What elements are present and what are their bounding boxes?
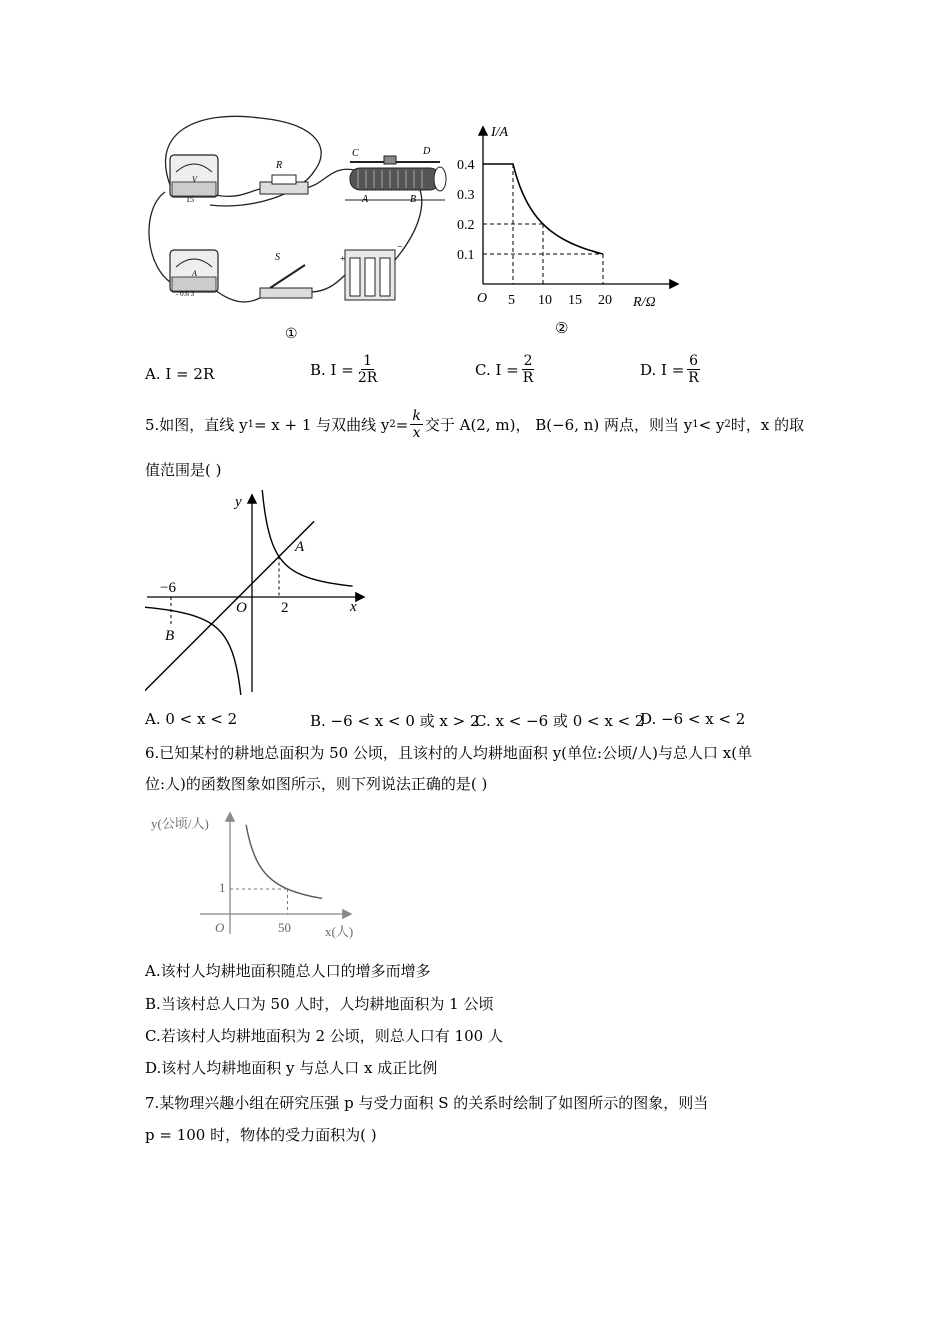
battery-plus: + xyxy=(340,254,346,265)
q4-option-a-text: A. I = 2R xyxy=(145,365,215,383)
q6-graph xyxy=(145,806,370,946)
q5-sub3: 1 xyxy=(692,418,699,430)
q4-option-c-prefix: C. I = xyxy=(475,360,519,379)
ir-caption: ② xyxy=(555,321,569,337)
ir-xlabel: R/Ω xyxy=(633,295,656,310)
q5-option-c[interactable]: C. x < −6 或 0 < x < 2 xyxy=(475,712,645,730)
q7-line2: p = 100 时，物体的受力面积为( ) xyxy=(145,1126,377,1144)
q4-option-c-num: 2 xyxy=(523,353,533,369)
switch xyxy=(260,252,312,298)
q5-point-b-label: B xyxy=(165,628,175,644)
q6-line2: 位:人)的函数图象如图所示，则下列说法正确的是( ) xyxy=(145,775,488,793)
circuit-caption: ① xyxy=(285,327,298,342)
q5-hyperbola-q3 xyxy=(145,606,241,695)
q4-option-d-den: R xyxy=(688,370,699,386)
voltmeter-scale: 15 xyxy=(186,195,194,204)
q5-text-f: 时，x 的取 xyxy=(730,415,805,434)
q6-xtick: 50 xyxy=(278,920,291,935)
q4-option-b-prefix: B. I = xyxy=(310,360,354,379)
wire-ammeter-to-switch xyxy=(215,290,265,302)
q5-graph xyxy=(145,490,370,695)
ammeter-label: A xyxy=(192,269,197,278)
q5-line-y1 xyxy=(145,521,314,695)
q4-option-b-den: 2R xyxy=(357,370,378,386)
q5-point-a-label: A xyxy=(295,539,305,555)
q5-line1 xyxy=(145,408,804,441)
q5-text-e: < y xyxy=(698,415,725,434)
ir-graph xyxy=(455,120,685,345)
circuit-figure xyxy=(140,110,460,345)
wire-meter-to-resistor xyxy=(215,188,265,196)
resistor xyxy=(260,160,308,194)
q5-sub2: 2 xyxy=(389,418,396,430)
q6-curve xyxy=(246,825,322,899)
q6-option-c[interactable]: C.若该村人均耕地面积为 2 公顷，则总人口有 100 人 xyxy=(145,1027,503,1045)
q6-option-b[interactable]: B.当该村总人口为 50 人时，人均耕地面积为 1 公顷 xyxy=(145,995,494,1013)
q5-line2: 值范围是( ) xyxy=(145,461,222,479)
q5-text-d: 交于 A(2, m)， B(−6, n) 两点，则当 y xyxy=(424,415,693,434)
rheostat xyxy=(345,146,446,205)
resistor-label: R xyxy=(276,160,283,171)
q4-option-d-num: 6 xyxy=(689,353,699,369)
q4-option-b-num: 1 xyxy=(363,353,373,369)
q5-frac-den: x xyxy=(412,425,421,441)
q5-sub4: 2 xyxy=(724,418,731,430)
ir-xtick-3: 20 xyxy=(598,293,612,308)
battery-minus: − xyxy=(397,242,403,253)
q4-option-c-den: R xyxy=(522,370,534,386)
q6-line1: 6.已知某村的耕地总面积为 50 公顷，且该村的人均耕地面积 y(单位:公顷/人)与总人口 x(单 xyxy=(145,744,753,762)
ir-xtick-0: 5 xyxy=(508,293,515,308)
rheostat-b: B xyxy=(410,194,417,205)
q5-option-a[interactable]: A. 0 < x < 2 xyxy=(145,710,238,728)
q5-frac-num: k xyxy=(412,408,421,424)
q5-two-label: 2 xyxy=(281,600,289,616)
q5-text-c: = xyxy=(395,415,409,434)
q7-line1: 7.某物理兴趣小组在研究压强 p 与受力面积 S 的关系时绘制了如图所示的图象，则当 xyxy=(145,1094,709,1112)
q5-text-a: 5.如图，直线 y xyxy=(145,415,248,434)
q5-y-label: y xyxy=(235,494,242,510)
q4-option-b[interactable] xyxy=(310,353,381,386)
q6-option-d[interactable]: D.该村人均耕地面积 y 与总人口 x 成正比例 xyxy=(145,1059,438,1077)
voltmeter-label: V xyxy=(192,175,197,184)
q5-option-b[interactable]: B. −6 < x < 0 或 x > 2 xyxy=(310,712,480,730)
q5-option-d[interactable]: D. −6 < x < 2 xyxy=(640,710,746,728)
ammeter-scale: - 0.6 3 xyxy=(176,290,195,298)
ir-ytick-0: 0.1 xyxy=(457,248,475,263)
q6-ytick: 1 xyxy=(219,880,226,895)
ir-ytick-3: 0.4 xyxy=(457,158,475,173)
q6-option-a[interactable]: A.该村人均耕地面积随总人口的增多而增多 xyxy=(145,962,431,980)
q4-option-a[interactable] xyxy=(145,365,214,383)
switch-label: S xyxy=(275,252,280,263)
ir-ytick-2: 0.3 xyxy=(457,188,475,203)
voltmeter xyxy=(170,155,218,204)
ammeter xyxy=(170,250,218,298)
q5-hyperbola-q1 xyxy=(259,490,352,586)
q5-origin: O xyxy=(236,600,247,616)
ir-origin: O xyxy=(477,291,488,306)
q6-origin: O xyxy=(215,920,225,935)
battery xyxy=(340,242,403,300)
ir-xtick-1: 10 xyxy=(538,293,552,308)
ir-xtick-2: 15 xyxy=(568,293,582,308)
wire-resistor-to-rheostat xyxy=(305,169,355,188)
q6-xlabel: x(人) xyxy=(325,924,354,939)
rheostat-d: D xyxy=(423,146,431,157)
q5-neg6-label: −6 xyxy=(160,580,176,596)
q5-sub1: 1 xyxy=(247,418,254,430)
q4-option-c[interactable] xyxy=(475,353,537,386)
wire-switch-to-battery xyxy=(310,275,345,292)
q5-text-b: = x + 1 与双曲线 y xyxy=(253,415,390,434)
ir-ytick-1: 0.2 xyxy=(457,218,475,233)
q5-x-label: x xyxy=(350,599,357,615)
rheostat-a: A xyxy=(362,194,369,205)
rheostat-c: C xyxy=(352,148,359,159)
ir-ylabel: I/A xyxy=(491,125,509,140)
q4-option-d-prefix: D. I = xyxy=(640,360,685,379)
q6-ylabel: y(公顷/人) xyxy=(151,816,209,831)
q4-option-d[interactable] xyxy=(640,353,703,386)
